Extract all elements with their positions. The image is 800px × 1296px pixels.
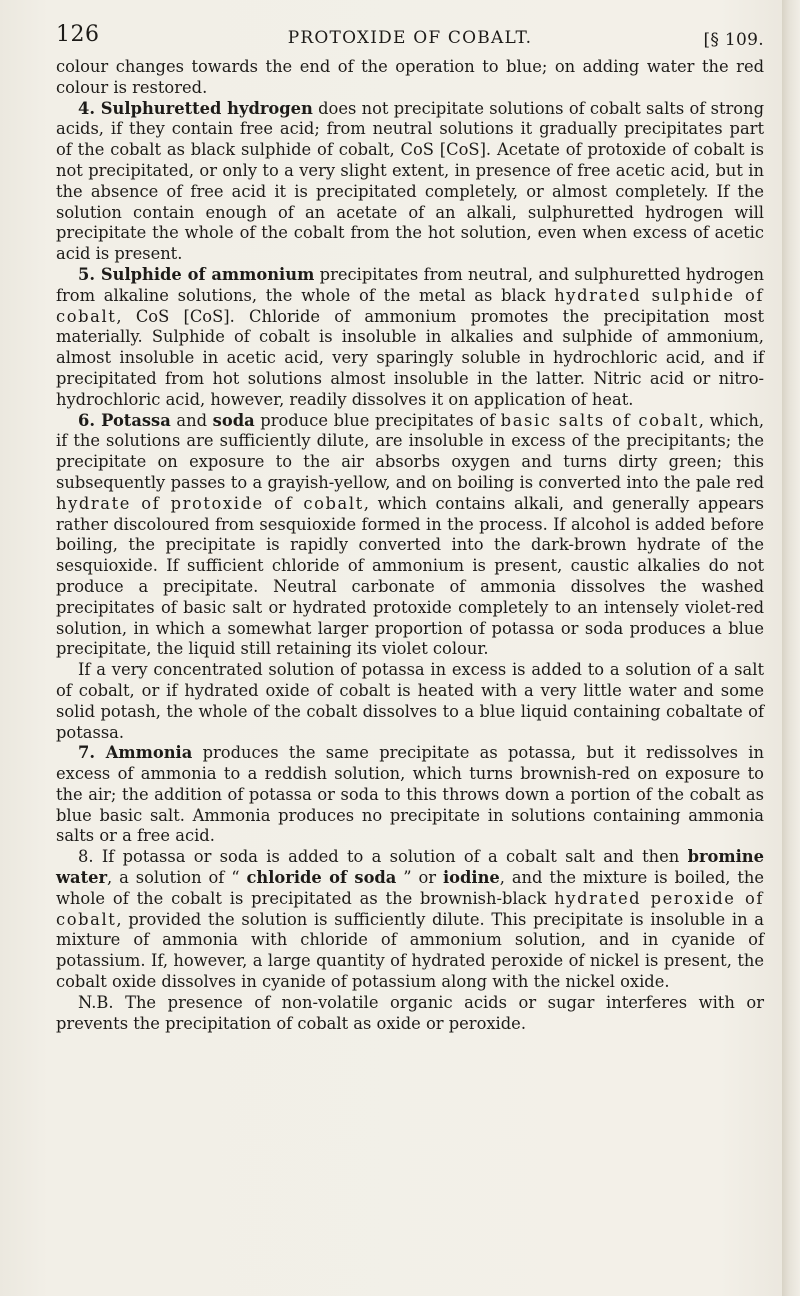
text-run: basic salts of cobalt (500, 410, 699, 430)
text-run: 8. If potassa or soda is added to a solution of a cobalt salt and then (78, 847, 688, 867)
text-run: N.B. The presence of non-volatile organic acids or sugar interferes with or prevents the precipitation of cobalt as oxide or peroxide. (56, 992, 764, 1033)
text-run: does not precipitate solutions of cobalt salts of strong acids, if they contain free acid; from neutral solutions it gradually precipitates part of the cobalt as black sulphide of cobalt, CoS [CoS]. Acetate of protoxide of cobalt is not precipitated, or only to a very slight extent, in presence of free acetic acid, but in the absence of free acid it is precipitated completely, or almost completely. If the solution contain enough of an acetate of an alkali, sulphuretted hydrogen will precipitate the whole of the cobalt from the hot solution, even when excess of acetic acid is present. (56, 98, 764, 264)
text-run: If a very concentrated solution of potassa in excess is added to a solution of a salt of cobalt, or if hydrated oxide of cobalt is heated with a very little water and some solid potash, the whole of the cobalt dissolves to a blue liquid containing cobaltate of potassa. (56, 660, 764, 742)
text-run: bromine water (56, 847, 764, 888)
paragraph-p6 (56, 411, 764, 661)
text-run: Sulphide of ammonium (100, 264, 315, 284)
paragraph-p-cont (56, 57, 764, 99)
text-run: Ammonia (105, 743, 193, 763)
text-run: 6. (78, 410, 102, 430)
paragraph-p7 (56, 743, 764, 847)
paragraph-p-nb (56, 993, 764, 1035)
paragraph-p8 (56, 847, 764, 993)
text-run: , and the mixture is boiled, the whole of the cobalt is precipitated as the brownish-black (56, 868, 764, 908)
text-run: 5. (78, 264, 101, 284)
text-run: , which, if the solutions are sufficiently dilute, are insoluble in excess of the precipitants; the precipitate on exposure to the air absorbs oxygen and turns dirty green; this subsequently passes to a grayish-yellow, and on boiling is converted into the pale red (56, 410, 765, 492)
text-run: produce blue precipitates of (254, 410, 501, 430)
text-run: iodine (442, 868, 500, 888)
text-run: hydrate of protoxide of cobalt (56, 493, 364, 513)
page-header (56, 22, 764, 52)
paragraph-p4 (56, 99, 764, 265)
section-reference: [§ 109. (703, 30, 764, 50)
page-number: 126 (56, 22, 100, 47)
body-text (56, 57, 764, 1034)
text-run: hydrated sulphide of cobalt (56, 285, 764, 326)
page-edge-shadow (782, 0, 800, 1296)
text-run: chloride of soda (246, 868, 397, 888)
text-run: Potassa (101, 410, 171, 430)
text-run: hydrated peroxide of cobalt (56, 888, 765, 929)
text-run: 4. (78, 98, 101, 118)
text-run: soda (212, 410, 255, 430)
text-run: , which contains alkali, and generally appears rather discoloured from sesquioxide formed in the process. If alcohol is added before boiling, the precipitate is rapidly converted into the dark-brown hydrate of the sesquioxide. If sufficient chloride of ammonium is present, caustic alkalies do not produce a precipitate. Neutral carbonate of ammonia dissolves the washed precipitates of basic salt or hydrated protoxide completely to an intensely violet-red solution, in which a somewhat larger proportion of potassa or soda produces a blue precipitate, the liquid still retaining its violet colour. (56, 493, 765, 659)
text-run: , a solution of “ (107, 868, 247, 888)
text-run: precipitates from neutral, and sulphuretted hydrogen from alkaline solutions, the whole of the metal as black (56, 264, 764, 305)
text-run: 7. (78, 743, 106, 763)
text-run: Sulphuretted hydrogen (100, 98, 313, 118)
text-run: produces the same precipitate as potassa, but it redissolves in excess of ammonia to a reddish solution, which turns brownish-red on exposure to the air; the addition of potassa or soda to this throws down a portion of the cobalt as blue basic salt. Ammonia produces no precipitate in solutions containing ammonia salts or a free acid. (56, 743, 764, 846)
text-run: , CoS [CoS]. Chloride of ammonium promotes the precipitation most materially. Sulphide of cobalt is insoluble in alkalies and sulphide of ammonium, almost insoluble in acetic acid, very sparingly soluble in hydrochloric acid, and if precipitated from hot solutions almost insoluble in the latter. Nitric acid or nitro-hydrochloric acid, however, readily dissolves it on application of heat. (56, 306, 764, 409)
text-run: ” or (396, 868, 443, 888)
text-run: and (170, 410, 213, 430)
paragraph-p5 (56, 265, 764, 411)
text-run: , provided the solution is sufficiently dilute. This precipitate is insoluble in a mixture of ammonia with chloride of ammonium solution, and in cyanide of potassium. If, however, a large quantity of hydrated peroxide of nickel is present, the cobalt oxide dissolves in cyanide of potassium along with the nickel oxide. (56, 909, 764, 992)
paragraph-p6b (56, 660, 764, 743)
text-run: colour changes towards the end of the operation to blue; on adding water the red colour is restored. (56, 57, 764, 97)
running-title: PROTOXIDE OF COBALT. (287, 28, 533, 48)
